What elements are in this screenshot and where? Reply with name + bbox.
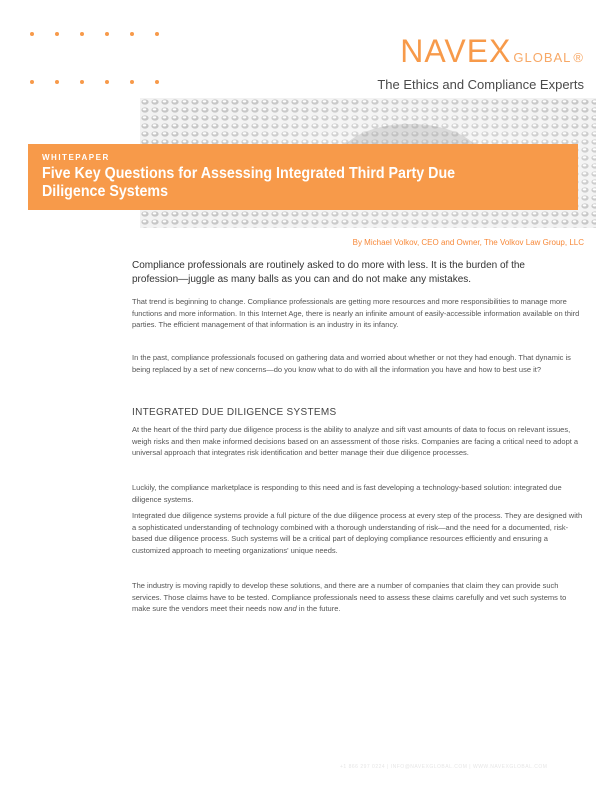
- dot: [130, 80, 134, 84]
- document-title: Five Key Questions for Assessing Integrated Third Party Due Diligence Systems: [42, 165, 456, 200]
- dot: [80, 32, 84, 36]
- logo-brand-name: NAVEX: [400, 33, 512, 69]
- dot: [55, 32, 59, 36]
- dot: [155, 32, 159, 36]
- section-paragraph: Luckily, the compliance marketplace is responding to this need and is fast developing a technology-based solution: integrated due diligence systems.: [132, 483, 562, 504]
- emphasis-text: and: [284, 604, 297, 613]
- decorative-dot-grid: [30, 32, 180, 92]
- section-heading: INTEGRATED DUE DILIGENCE SYSTEMS: [132, 407, 337, 418]
- logo-brand-suffix: GLOBAL: [513, 50, 572, 65]
- dot: [30, 80, 34, 84]
- dot: [80, 80, 84, 84]
- lead-paragraph: Compliance professionals are routinely asked to do more with less. It is the burden of the profession—juggle as many balls as you can and do not make any mistakes.: [132, 260, 525, 285]
- company-logo: [377, 33, 584, 92]
- section-paragraph: Integrated due diligence systems provide a full picture of the due diligence process at every step of the process. They are designed with a sophisticated understanding of technology combined with a thorough understanding of risk—and the need for a documented, risk-based due diligence process. Such systems will be a critical part of deploying compliance resources efficiently and ensuring a customized approach to meeting organizations' unique needs.: [132, 511, 583, 555]
- logo-wordmark: [377, 33, 584, 73]
- dot: [30, 32, 34, 36]
- section-paragraph-last: [132, 580, 584, 615]
- dot: [130, 32, 134, 36]
- intro-paragraph: That trend is beginning to change. Compliance professionals are getting more resources and more responsibilities to manage more functions and more information. In this Internet Age, there is nearly an infinite amount of easily-accessible information available on third parties. The efficient management of that information is an industry in its infancy.: [132, 297, 580, 329]
- paragraph-text: The industry is moving rapidly to develop these solutions, and there are a number of companies that claim they can provide such services. Those claims have to be tested. Compliance professionals need to assess these claims carefully and vet such systems to make sure the vendors meet their needs now: [132, 581, 567, 613]
- footer-contact: +1 866 297 0224 | INFO@NAVEXGLOBAL.COM | WWW.NAVEXGLOBAL.COM: [340, 764, 548, 770]
- paragraph-text: in the future.: [296, 604, 341, 613]
- author-byline: By Michael Volkov, CEO and Owner, The Volkov Law Group, LLC: [352, 238, 584, 247]
- dot: [155, 80, 159, 84]
- dot: [55, 80, 59, 84]
- dot: [105, 80, 109, 84]
- dot: [105, 32, 109, 36]
- section-paragraph: At the heart of the third party due diligence process is the ability to analyze and sift vast amounts of data to focus on relevant issues, weigh risks and then make informed decisions based on an assessment of those risks. Companies are facing a critical need to adopt a universal approach that integrates risk identification and better manage their due diligence processes.: [132, 425, 579, 457]
- intro-paragraph: In the past, compliance professionals focused on gathering data and worried about whether or not they had enough. That dynamic is being replaced by a set of new concerns—do you know what to do with all the information you have and how to best use it?: [132, 353, 571, 374]
- registered-mark: ®: [573, 50, 584, 65]
- document-type-label: WHITEPAPER: [42, 153, 110, 162]
- logo-tagline: The Ethics and Compliance Experts: [377, 77, 584, 92]
